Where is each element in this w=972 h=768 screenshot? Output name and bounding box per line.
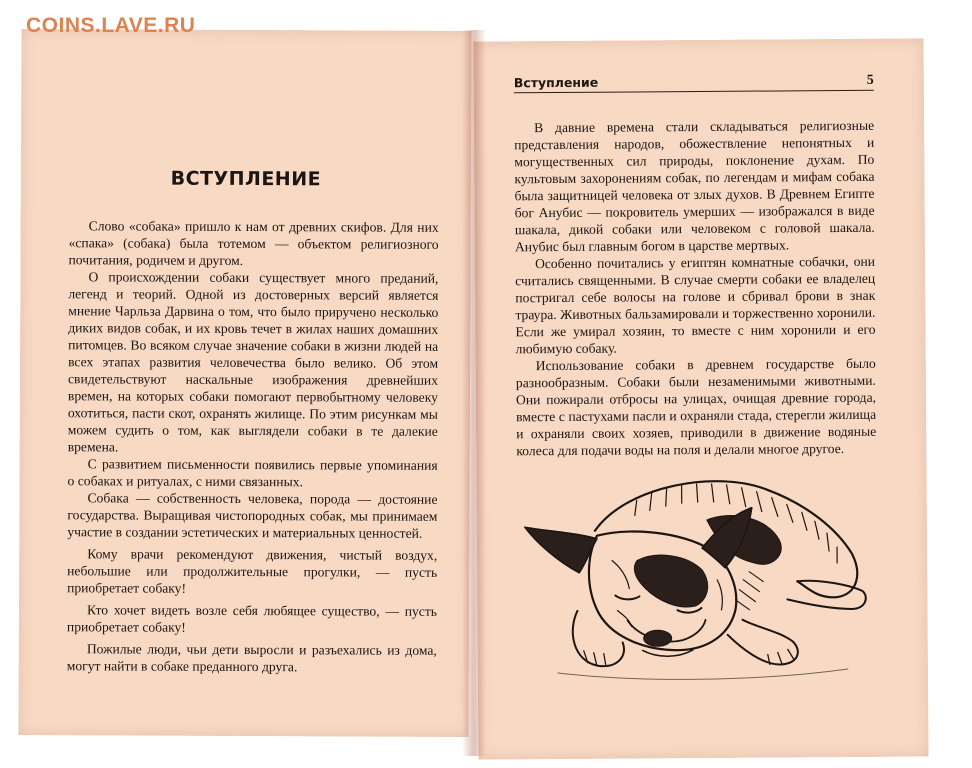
paragraph: Собака — собственность человека, порода — достояние государства. Выращивая чистопородных собак, мы принимаем участие в создании эстетических и материальных ценностей. — [67, 490, 438, 541]
right-page — [473, 38, 928, 759]
running-head — [514, 73, 874, 94]
page-number: 5 — [866, 72, 874, 88]
book-gutter — [462, 30, 486, 756]
paragraph: В давние времена стали складываться религиозные представления народов, обожествление непонятных и могущественных сил природы, поклонение духам. По культовым захоронениям собак, по легендам и мифам собака была защитницей человека от злых духов. В Древнем Египте бог Анубис — покровитель умерших — изображался в виде шакала, дикой собаки или человеком с головой шакала. Анубис был главным богом в царстве мертвых. — [514, 117, 875, 255]
running-head-title: Вступление — [513, 74, 599, 91]
paragraph: Кто хочет видеть возле себя любящее существо, — пусть приобретает собаку! — [66, 602, 438, 635]
left-page — [18, 29, 471, 737]
watermark: COINS.LAVE.RU — [26, 14, 196, 37]
paragraph: Пожилые люди, чьи дети выросли и разъехались из дома, могут найти в собаке преданного друга. — [66, 641, 437, 675]
paragraph: Особенно почитались у египтян комнатные собачки, они считались священными. В случае смерти собаки ее владелец постригал себе волосы на голове и сбривал брови в знак траура. Животных бальзамировали и торжественно хоронили. Если же умирал хозяин, то вместе с ним хоронили и его любимую собаку. — [515, 253, 876, 357]
paragraph: Слово «собака» пришло к нам от древних скифов. Для них «спака» (собака) была тотемом — объектом религиозного почитания, родичем и другом. — [68, 218, 439, 268]
paragraph: Использование собаки в древнем государстве было разнообразным. Собаки были незаменимыми животными. Они пожирали отбросы на улицах, очищая древние города, вместе с пастухами пасли и охраняли стада, стерегли жилища и охраняли своих хозяев, приводили в движение водяные колеса для подачи воды на поля и делали многое другое. — [515, 355, 877, 459]
left-page-text — [67, 217, 439, 676]
paragraph: Кому врачи рекомендуют движения, чистый воздух, небольшие или продолжительные прогулки, — пусть приобретает собаку! — [67, 546, 438, 596]
paragraph: С развитием письменности появились первые упоминания о собаках и ритуалах, с ними связанных. — [67, 456, 438, 490]
right-page-text — [514, 117, 876, 460]
chapter-title: ВСТУПЛЕНИЕ — [170, 167, 322, 191]
paragraph: О происхождении собаки существует много преданий, легенд и теорий. Одной из достоверных версий является мнение Чарльза Дарвина о том, что было приручено несколько диких видов собак, и их кровь течет в жилах наших домашних питомцев. Во всяком случае значение собаки в жизни людей на всех этапах развития человечества было велико. Об этом свидетельствуют наскальные изображения древнейших времен, на которых собаки помогают первобытному человеку охотиться, пасти скот, охранять жилище. По этим рисункам мы можем судить о том, как выглядели собаки в те далекие времена. — [67, 269, 439, 455]
sleeping-dog-icon — [516, 459, 878, 692]
